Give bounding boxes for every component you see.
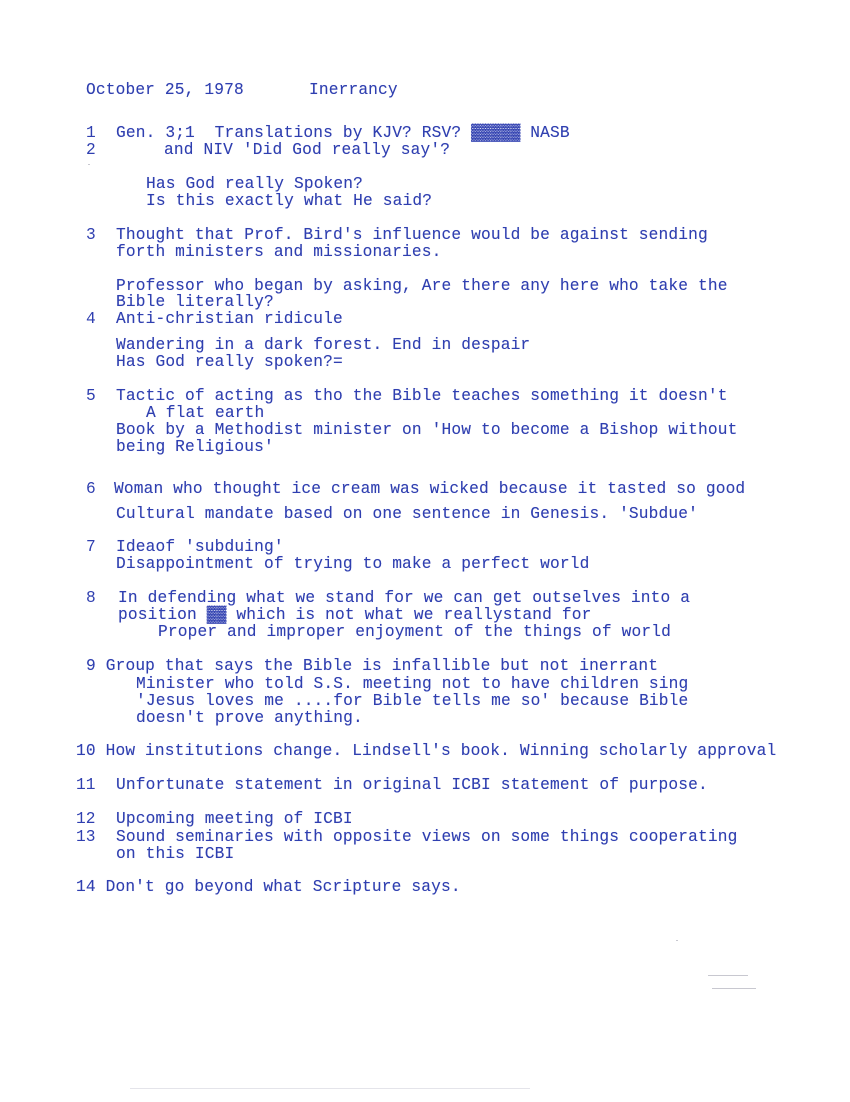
paper-speck <box>88 164 90 165</box>
note-line: on this ICBI <box>116 845 235 863</box>
item-number-5: 5 <box>86 387 96 405</box>
note-line: Anti-christian ridicule <box>116 310 343 328</box>
paper-speck <box>130 1088 530 1089</box>
note-line: Cultural mandate based on one sentence in Genesis. 'Subdue' <box>116 505 698 523</box>
note-line: position ▓▓ which is not what we reallystand for <box>118 606 592 624</box>
item-number-6: 6 <box>86 480 96 498</box>
item-number-8: 8 <box>86 589 96 607</box>
note-line: Unfortunate statement in original ICBI statement of purpose. <box>116 776 708 794</box>
note-line: Ideaof 'subduing' <box>116 538 284 556</box>
note-line: being Religious' <box>116 438 274 456</box>
paper-speck <box>708 975 748 976</box>
note-line: Thought that Prof. Bird's influence would be against sending <box>116 226 708 244</box>
item-number-13: 13 <box>76 828 96 846</box>
note-line: Wandering in a dark forest. End in despair <box>116 336 531 354</box>
note-line: Minister who told S.S. meeting not to have children sing <box>136 675 689 693</box>
note-line: Woman who thought ice cream was wicked because it tasted so good <box>114 480 746 498</box>
note-line: and NIV 'Did God really say'? <box>164 141 451 159</box>
document-date: October 25, 1978 <box>86 81 244 99</box>
note-line: 'Jesus loves me ....for Bible tells me so' because Bible <box>136 692 689 710</box>
note-line: Sound seminaries with opposite views on some things cooperating <box>116 828 738 846</box>
note-line: Gen. 3;1 Translations by KJV? RSV? ▓▓▓▓▓ NASB <box>116 124 570 142</box>
note-line: 10 How institutions change. Lindsell's book. Winning scholarly approval <box>76 742 777 760</box>
note-line: Tactic of acting as tho the Bible teaches something it doesn't <box>116 387 728 405</box>
item-number-3: 3 <box>86 226 96 244</box>
note-line: Proper and improper enjoyment of the things of world <box>158 623 671 641</box>
note-line: doesn't prove anything. <box>136 709 363 727</box>
note-line: A flat earth <box>146 404 265 422</box>
note-line: Is this exactly what He said? <box>146 192 433 210</box>
note-line: forth ministers and missionaries. <box>116 243 442 261</box>
note-line: Disappointment of trying to make a perfect world <box>116 555 590 573</box>
note-line: Has God really spoken?= <box>116 353 343 371</box>
paper-speck <box>712 988 756 989</box>
note-line: Professor who began by asking, Are there any here who take the <box>116 277 728 295</box>
note-line: Upcoming meeting of ICBI <box>116 810 353 828</box>
item-number-4: 4 <box>86 310 96 328</box>
paper-speck <box>676 940 678 941</box>
note-line: Bible literally? <box>116 293 274 311</box>
item-number-7: 7 <box>86 538 96 556</box>
note-line: 9 Group that says the Bible is infallible but not inerrant <box>86 657 659 675</box>
note-line: In defending what we stand for we can get outselves into a <box>118 589 691 607</box>
note-line: Has God really Spoken? <box>146 175 364 193</box>
item-number-11: 11 <box>76 776 96 794</box>
note-line: Book by a Methodist minister on 'How to become a Bishop without <box>116 421 738 439</box>
item-number-1: 1 <box>86 124 96 142</box>
note-line: 14 Don't go beyond what Scripture says. <box>76 878 461 896</box>
item-number-2: 2 <box>86 141 96 159</box>
document-title: Inerrancy <box>309 81 398 99</box>
item-number-12: 12 <box>76 810 96 828</box>
